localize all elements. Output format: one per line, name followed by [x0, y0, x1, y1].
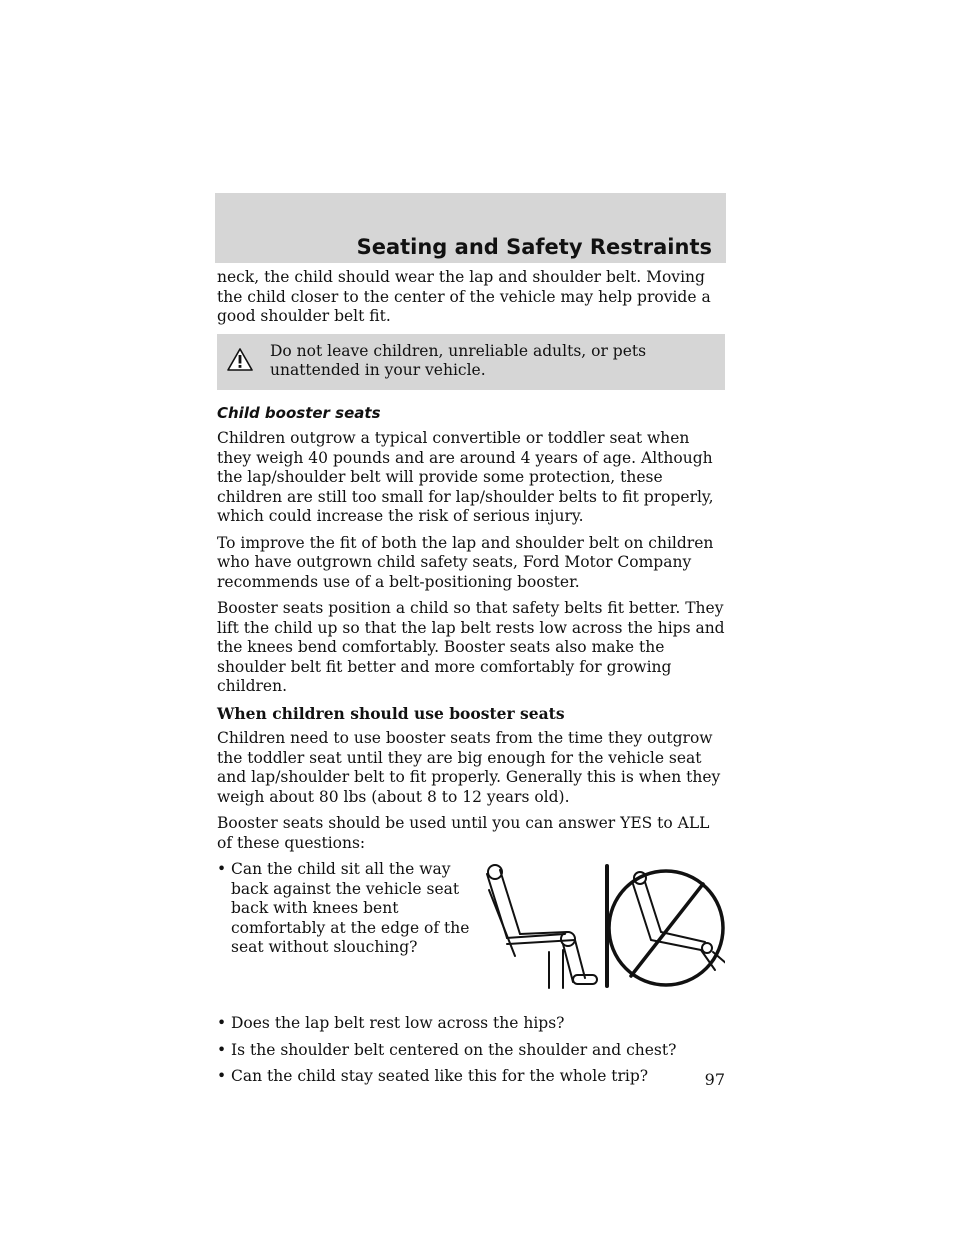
bullet-dot: •: [217, 1067, 227, 1085]
paragraph-outgrow: Children outgrow a typical convertible or toddler seat when they weigh 40 pounds and are around 4 years of age. Although the lap/shoulder belt will provide some protection, these children are still too small for lap/shoulder belts to fit properly, which could increase the risk of serious injury.: [217, 429, 714, 525]
bullet-text: Can the child stay seated like this for the whole trip?: [231, 1067, 649, 1085]
warning-text: Do not leave children, unreliable adults, or pets unattended in your vehicle.: [270, 341, 647, 379]
bullet-dot: •: [217, 1014, 227, 1032]
bullet-with-figure: [217, 860, 725, 1008]
page-content: [217, 268, 725, 1094]
warning-box: [217, 334, 725, 390]
section-header: [215, 193, 726, 263]
bullet-item: [217, 1014, 725, 1034]
heading-child-booster-seats: Child booster seats: [217, 403, 381, 422]
bullet-item: [217, 1041, 725, 1061]
bullet-text: Does the lap belt rest low across the hips?: [231, 1014, 565, 1032]
paragraph-booster-position: Booster seats position a child so that safety belts fit better. They lift the child up so that the lap belt rests low across the hips and the knees bend comfortably. Booster seats also make the shoulder belt fit better and more comfortably for growing children.: [217, 599, 725, 695]
paragraph-until-yes: Booster seats should be used until you can answer YES to ALL of these questions:: [217, 814, 710, 852]
section-title: Seating and Safety Restraints: [356, 235, 712, 259]
incorrect-posture-figure: [609, 871, 725, 985]
intro-paragraph: neck, the child should wear the lap and shoulder belt. Moving the child closer to the center of the vehicle may help provide a good shoulder belt fit.: [217, 268, 711, 325]
bullet-item: [217, 860, 481, 958]
bullet-text: Can the child sit all the way back against the vehicle seat back with knees bent comfortably at the edge of the seat without slouching?: [231, 860, 470, 956]
heading-when-to-use: When children should use booster seats: [217, 703, 565, 723]
bullet-text: Is the shoulder belt centered on the shoulder and chest?: [231, 1040, 677, 1059]
correct-posture-figure: [487, 865, 597, 988]
paragraph-need-boosters: Children need to use booster seats from the time they outgrow the toddler seat until they are big enough for the vehicle seat and lap/shoulder belt to fit properly. Generally this is when they weigh about 80 lbs (about 8 to 12 years old).: [217, 729, 721, 806]
paragraph-improve-fit: To improve the fit of both the lap and shoulder belt on children who have outgrown child safety seats, Ford Motor Company recommends use of a belt-positioning booster.: [217, 533, 714, 591]
seating-posture-illustration: [475, 860, 725, 990]
bullet-item: [217, 1067, 725, 1087]
page-number: 97: [704, 1070, 725, 1089]
bullet-dot: •: [217, 860, 227, 878]
bullet-dot: •: [217, 1040, 227, 1059]
warning-triangle-icon: [227, 348, 253, 377]
